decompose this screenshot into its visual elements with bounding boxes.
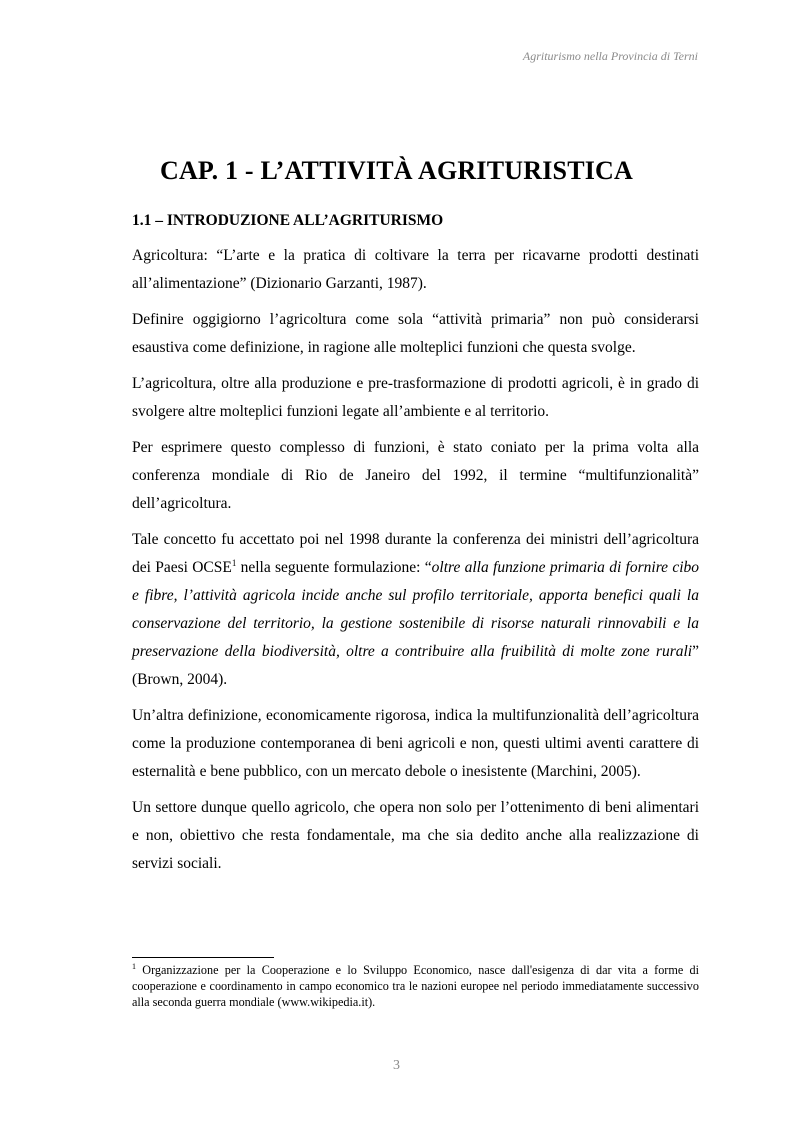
body-text: [132, 242, 699, 886]
paragraph-ocse: [132, 526, 699, 694]
ocse-mid-text: nella seguente formulazione: “: [236, 559, 432, 576]
ocse-quote: oltre alla funzione primaria di fornire cibo e fibre, l’attività agricola incide anche sul profilo territoriale, apporta benefici quali la conservazione del territorio, la gestione sostenibile di risorse naturali rinnovabili e la preservazione della biodiversità, oltre a contribuire alla fruibilità di molte zone rurali: [132, 559, 700, 660]
ocse-lead-text: Tale concetto fu accettato poi nel 1998 durante la conferenza dei ministri dell’agricoltura dei Paesi OCSE: [132, 531, 699, 576]
footnote-divider: [132, 957, 274, 958]
section-heading: 1.1 – INTRODUZIONE ALL’AGRITURISMO: [132, 212, 444, 229]
footnote: [132, 962, 699, 1010]
footnote-text: Organizzazione per la Cooperazione e lo Sviluppo Economico, nasce dall'esigenza di dar vita a forme di cooperazione e coordinamento in campo economico tra le nazioni europee nel periodo immediatamente successivo alla seconda guerra mondiale (www.wikipedia.it).: [132, 963, 699, 1009]
page-number: 3: [393, 1058, 400, 1073]
paragraph-economic-definition: Un’altra definizione, economicamente rigorosa, indica la multifunzionalità dell’agricoltura come la produzione contemporanea di beni agricoli e non, questi ultimi aventi carattere di esternalità e bene pubblico, con un mercato debole o inesistente (Marchini, 2005).: [132, 707, 699, 780]
paragraph-primary-activity: Definire oggigiorno l’agricoltura come sola “attività primaria” non può considerarsi esaustiva come definizione, in ragione alle molteplici funzioni che questa svolge.: [132, 311, 699, 356]
ocse-citation: ” (Brown, 2004).: [132, 643, 699, 688]
chapter-title: CAP. 1 - L’ATTIVITÀ AGRITURISTICA: [159, 156, 634, 185]
running-header: Agriturismo nella Provincia di Terni: [522, 49, 698, 63]
footnote-reference: 1: [231, 557, 237, 568]
paragraph-multifunctionality: Per esprimere questo complesso di funzioni, è stato coniato per la prima volta alla conferenza mondiale di Rio de Janeiro del 1992, il termine “multifunzionalità” dell’agricoltura.: [132, 439, 699, 512]
paragraph-functions: L’agricoltura, oltre alla produzione e pre-trasformazione di prodotti agricoli, è in grado di svolgere altre molteplici funzioni legate all’ambiente e al territorio.: [132, 375, 699, 420]
paragraph-social-services: Un settore dunque quello agricolo, che opera non solo per l’ottenimento di beni alimentari e non, obiettivo che resta fondamentale, ma che sia dedito anche alla realizzazione di servizi sociali.: [132, 799, 699, 872]
paragraph-definition: Agricoltura: “L’arte e la pratica di coltivare la terra per ricavarne prodotti destinati all’alimentazione” (Dizionario Garzanti, 1987).: [132, 247, 699, 292]
footnote-marker: 1: [132, 961, 136, 971]
